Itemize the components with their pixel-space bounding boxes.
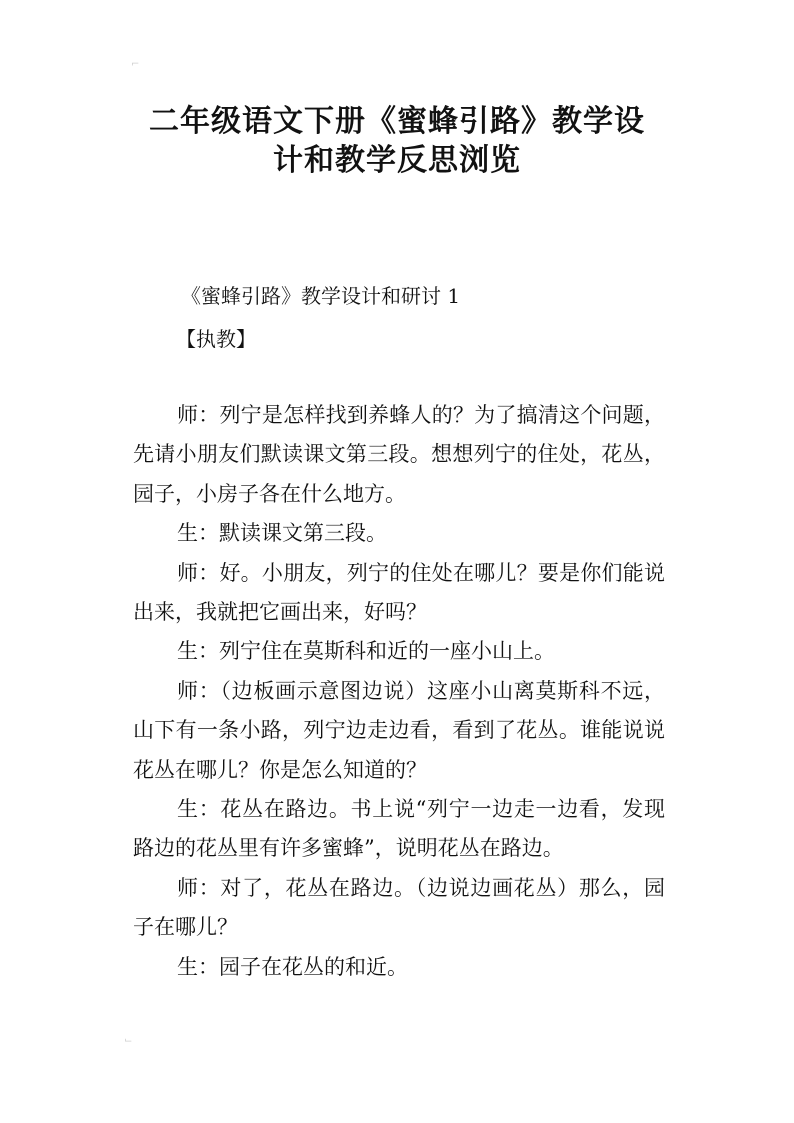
- paragraph: 生：列宁住在莫斯科和近的一座小山上。: [177, 639, 555, 664]
- corner-mark-top: ⌐: [131, 59, 140, 70]
- paragraph: 师：（边板画示意图边说）这座小山离莫斯科不远，山下有一条小路，列宁边走边看，看到了花丛。谁能说说花丛在哪儿？你是怎么知道的？: [133, 678, 665, 782]
- paragraph: 师：好。小朋友，列宁的住处在哪儿？要是你们能说出来，我就把它画出来，好吗？: [133, 560, 665, 625]
- paragraph: 生：默读课文第三段。: [177, 521, 387, 546]
- section-subheading: 《蜜蜂引路》教学设计和研讨 1: [181, 284, 461, 308]
- corner-mark-bottom: ⌙: [124, 1035, 133, 1046]
- paragraph: 生：园子在花丛的和近。: [177, 954, 408, 979]
- paragraph: 生：花丛在路边。书上说“列宁一边走一边看，发现路边的花丛里有许多蜜蜂”，说明花丛在路边。: [133, 797, 665, 861]
- document-title-line-1: 二年级语文下册《蜜蜂引路》教学设: [149, 104, 645, 139]
- paragraph: 师：对了，花丛在路边。（边说边画花丛）那么，园子在哪儿？: [133, 875, 665, 940]
- document-title-line-2: 计和教学反思浏览: [273, 143, 521, 178]
- document-body: [133, 396, 665, 987]
- paragraph: 师：列宁是怎样找到养蜂人的？为了搞清这个问题，先请小朋友们默读课文第三段。想想列宁的住处，花丛，园子，小房子各在什么地方。: [133, 403, 665, 506]
- role-label: 【执教】: [176, 327, 256, 351]
